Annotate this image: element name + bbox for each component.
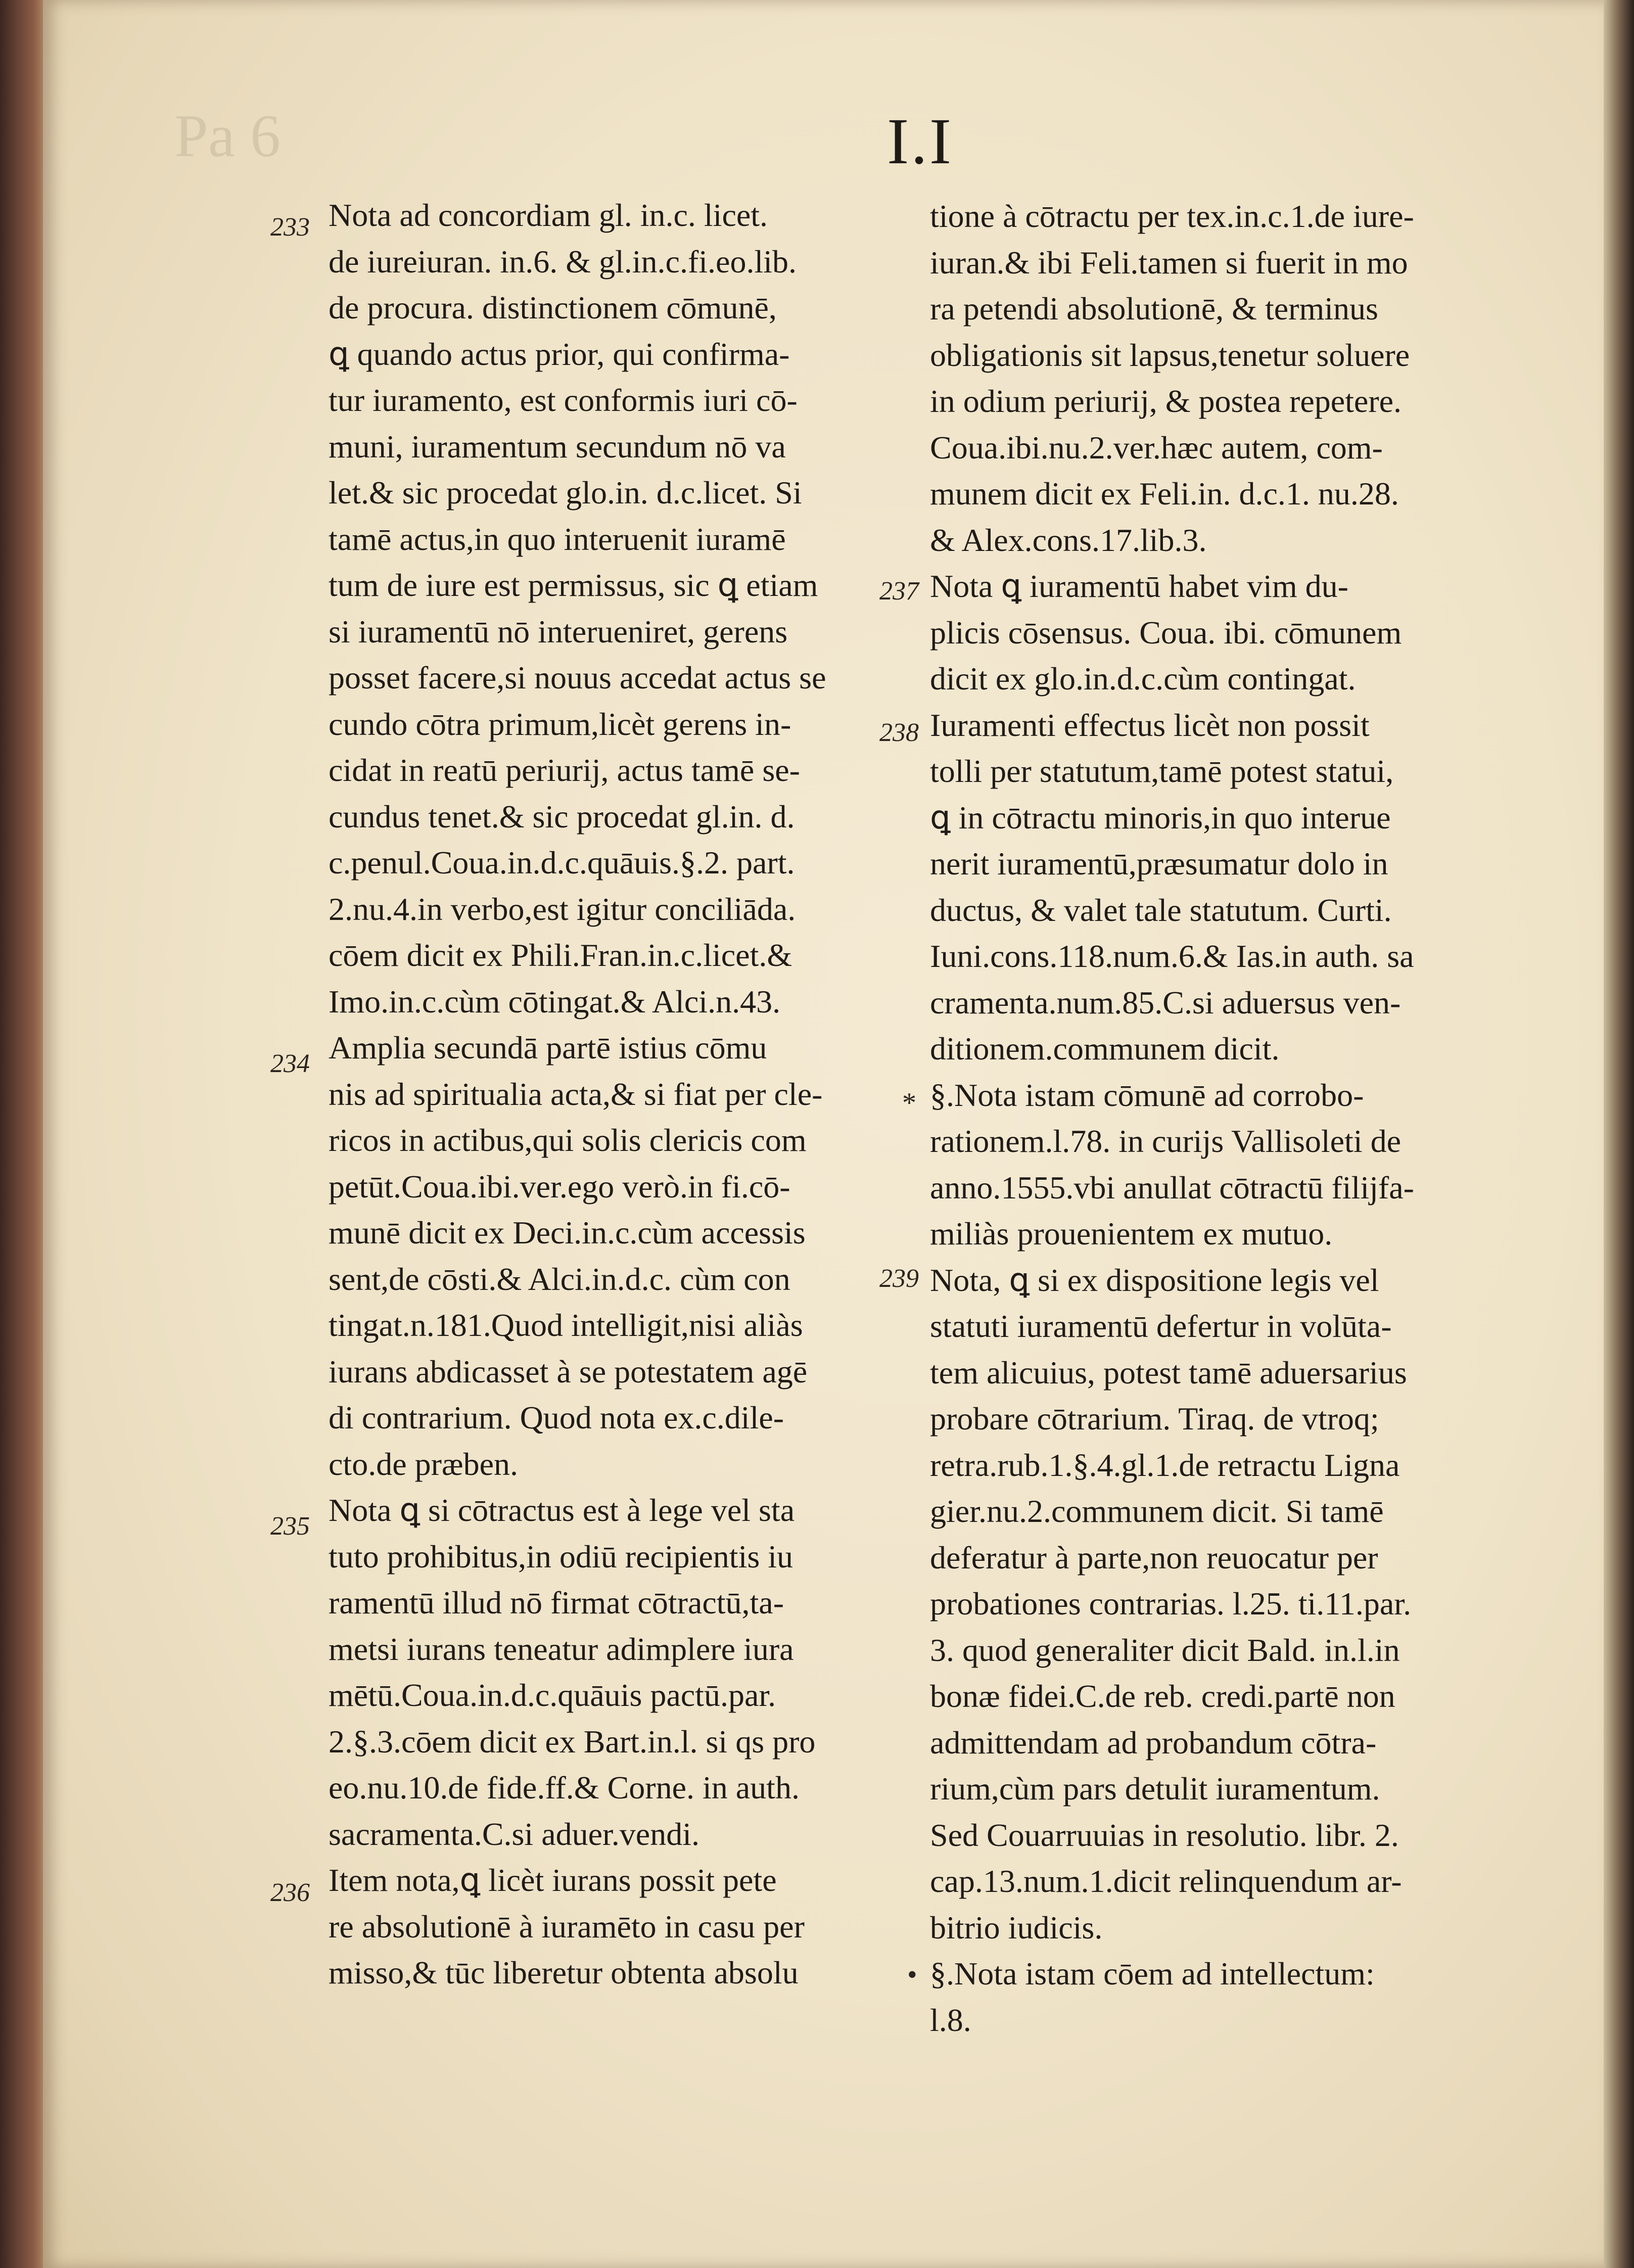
paragraph-number-238: 238 bbox=[879, 718, 919, 747]
marginal-asterisk: * bbox=[902, 1087, 916, 1119]
left-column-line: de procura. distinctionem cōmunē, bbox=[329, 290, 777, 326]
right-column-line: §.Nota istam cōem ad intellectum: bbox=[930, 1956, 1375, 1992]
left-column-line: Nota ꝗ si cōtractus est à lege vel sta bbox=[329, 1492, 795, 1528]
left-column-line: si iuramentū nō interueniret, gerens bbox=[329, 613, 788, 650]
paragraph-number-236: 236 bbox=[270, 1878, 310, 1907]
left-column-line: c.penul.Coua.in.d.c.quāuis.§.2. part. bbox=[329, 845, 795, 881]
bleed-through-mark: Pa 6 bbox=[174, 102, 281, 169]
right-column-line: §.Nota istam cōmunē ad corrobo- bbox=[930, 1077, 1364, 1113]
left-column-line: tingat.n.181.Quod intelligit,nisi aliàs bbox=[329, 1307, 803, 1343]
right-column-line: Iuramenti effectus licèt non possit bbox=[930, 707, 1370, 743]
left-column-line: ꝗ quando actus prior, qui confirma- bbox=[329, 336, 790, 372]
right-column-line: ditionem.communem dicit. bbox=[930, 1031, 1280, 1067]
left-column-line: mētū.Coua.in.d.c.quāuis pactū.par. bbox=[329, 1677, 776, 1713]
right-column-line: in odium periurij, & postea repetere. bbox=[930, 383, 1402, 419]
right-column-line: obligationis sit lapsus,tenetur soluere bbox=[930, 337, 1410, 373]
paragraph-number-237: 237 bbox=[879, 577, 919, 606]
left-column-line: Item nota,ꝗ licèt iurans possit pete bbox=[329, 1862, 777, 1898]
left-column-line: ramentū illud nō firmat cōtractū,ta- bbox=[329, 1585, 784, 1621]
right-column-line: ra petendi absolutionē, & terminus bbox=[930, 291, 1378, 327]
marginal-bullet: • bbox=[907, 1959, 917, 1991]
right-column-line: nerit iuramentū,præsumatur dolo in bbox=[930, 846, 1388, 882]
left-column-line: cundus tenet.& sic procedat gl.in. d. bbox=[329, 798, 795, 835]
right-column-line: probationes contrarias. l.25. ti.11.par. bbox=[930, 1586, 1412, 1622]
folio-number: I.I bbox=[887, 105, 954, 178]
right-column-line: ꝗ in cōtractu minoris,in quo interue bbox=[930, 799, 1391, 836]
paragraph-number-239: 239 bbox=[879, 1264, 919, 1293]
page-fore-edge bbox=[1604, 0, 1634, 2268]
left-column-line: Imo.in.c.cùm cōtingat.& Alci.n.43. bbox=[329, 983, 781, 1020]
right-column-line: Nota ꝗ iuramentū habet vim du- bbox=[930, 568, 1348, 604]
right-column-line: bitrio iudicis. bbox=[930, 1909, 1103, 1946]
left-column-line: munē dicit ex Deci.in.c.cùm accessis bbox=[329, 1215, 806, 1251]
right-column-line: l.8. bbox=[930, 2002, 971, 2038]
right-column-line: plicis cōsensus. Coua. ibi. cōmunem bbox=[930, 614, 1402, 651]
left-column-line: metsi iurans teneatur adimplere iura bbox=[329, 1631, 794, 1667]
left-column-line: let.& sic procedat glo.in. d.c.licet. Si bbox=[329, 475, 802, 511]
left-column-line: 2.nu.4.in verbo,est igitur conciliāda. bbox=[329, 891, 796, 927]
paragraph-number-234: 234 bbox=[270, 1049, 310, 1078]
right-column-line: rium,cùm pars detulit iuramentum. bbox=[930, 1771, 1380, 1807]
right-column-line: gier.nu.2.communem dicit. Si tamē bbox=[930, 1493, 1384, 1529]
right-column-line: bonæ fidei.C.de reb. credi.partē non bbox=[930, 1678, 1395, 1714]
left-column-line: sacramenta.C.si aduer.vendi. bbox=[329, 1816, 699, 1852]
right-column-line: tolli per statutum,tamē potest statui, bbox=[930, 753, 1394, 789]
right-column-line: rationem.l.78. in curijs Vallisoleti de bbox=[930, 1123, 1401, 1159]
left-column-line: re absolutionē à iuramēto in casu per bbox=[329, 1908, 805, 1945]
left-column-line: de iureiuran. in.6. & gl.in.c.fi.eo.lib. bbox=[329, 243, 797, 280]
left-column-line: ricos in actibus,qui solis clericis com bbox=[329, 1122, 807, 1158]
right-column-line: statuti iuramentū defertur in volūta- bbox=[930, 1308, 1392, 1344]
right-column-line: 3. quod generaliter dicit Bald. in.l.in bbox=[930, 1632, 1400, 1668]
left-column-line: 2.§.3.cōem dicit ex Bart.in.l. si qs pro bbox=[329, 1723, 816, 1760]
right-column-line: Iuni.cons.118.num.6.& Ias.in auth. sa bbox=[930, 938, 1414, 974]
right-column-line: anno.1555.vbi anullat cōtractū filijfa- bbox=[930, 1169, 1414, 1206]
left-column-line: muni, iuramentum secundum nō va bbox=[329, 428, 786, 465]
left-column-line: iurans abdicasset à se potestatem agē bbox=[329, 1353, 808, 1390]
left-column-line: Nota ad concordiam gl. in.c. licet. bbox=[329, 197, 768, 233]
right-column-line: dicit ex glo.in.d.c.cùm contingat. bbox=[930, 661, 1356, 697]
left-column-line: sent,de cōsti.& Alci.in.d.c. cùm con bbox=[329, 1261, 790, 1297]
right-column-line: probare cōtrarium. Tiraq. de vtroq; bbox=[930, 1401, 1379, 1437]
book-spine-edge bbox=[0, 0, 48, 2268]
left-column-line: Amplia secundā partē istius cōmu bbox=[329, 1030, 767, 1066]
right-column-line: Nota, ꝗ si ex dispositione legis vel bbox=[930, 1262, 1379, 1298]
left-column-line: tum de iure est permissus, sic ꝗ etiam bbox=[329, 567, 818, 603]
left-column-line: tur iuramento, est conformis iuri cō- bbox=[329, 382, 798, 418]
right-column-line: Coua.ibi.nu.2.ver.hæc autem, com- bbox=[930, 429, 1383, 466]
right-column-line: & Alex.cons.17.lib.3. bbox=[930, 522, 1207, 558]
paragraph-number-235: 235 bbox=[270, 1512, 310, 1541]
left-text-column bbox=[329, 192, 864, 1996]
right-column-line: cap.13.num.1.dicit relinquendum ar- bbox=[930, 1863, 1402, 1899]
left-column-line: cidat in reatū periurij, actus tamē se- bbox=[329, 752, 800, 788]
paragraph-number-233: 233 bbox=[270, 213, 310, 242]
left-column-line: nis ad spiritualia acta,& si fiat per cle- bbox=[329, 1076, 823, 1112]
left-column-line: posset facere,si nouus accedat actus se bbox=[329, 660, 826, 696]
right-column-line: miliàs prouenientem ex mutuo. bbox=[930, 1216, 1333, 1252]
right-column-line: retra.rub.1.§.4.gl.1.de retractu Ligna bbox=[930, 1447, 1400, 1483]
right-column-line: munem dicit ex Feli.in. d.c.1. nu.28. bbox=[930, 476, 1399, 512]
left-column-line: eo.nu.10.de fide.ff.& Corne. in auth. bbox=[329, 1770, 800, 1806]
left-column-line: di contrarium. Quod nota ex.c.dile- bbox=[329, 1400, 784, 1436]
right-text-column bbox=[930, 193, 1501, 2043]
left-column-line: misso,& tūc liberetur obtenta absolu bbox=[329, 1955, 799, 1991]
right-column-line: ductus, & valet tale statutum. Curti. bbox=[930, 892, 1392, 928]
left-column-line: cto.de præben. bbox=[329, 1446, 518, 1482]
right-column-line: tem alicuius, potest tamē aduersarius bbox=[930, 1354, 1407, 1391]
right-column-line: iuran.& ibi Feli.tamen si fuerit in mo bbox=[930, 244, 1408, 281]
left-column-line: tamē actus,in quo interuenit iuramē bbox=[329, 521, 786, 557]
right-column-line: admittendam ad probandum cōtra- bbox=[930, 1724, 1377, 1761]
left-column-line: cōem dicit ex Phili.Fran.in.c.licet.& bbox=[329, 937, 792, 973]
right-column-line: Sed Couarruuias in resolutio. libr. 2. bbox=[930, 1817, 1399, 1853]
left-column-line: cundo cōtra primum,licèt gerens in- bbox=[329, 706, 791, 742]
right-column-line: deferatur à parte,non reuocatur per bbox=[930, 1539, 1378, 1576]
right-column-line: tione à cōtractu per tex.in.c.1.de iure- bbox=[930, 198, 1414, 234]
left-column-line: tuto prohibitus,in odiū recipientis iu bbox=[329, 1538, 793, 1575]
right-column-line: cramenta.num.85.C.si aduersus ven- bbox=[930, 984, 1401, 1021]
left-column-line: petūt.Coua.ibi.ver.ego verò.in fi.cō- bbox=[329, 1168, 790, 1205]
